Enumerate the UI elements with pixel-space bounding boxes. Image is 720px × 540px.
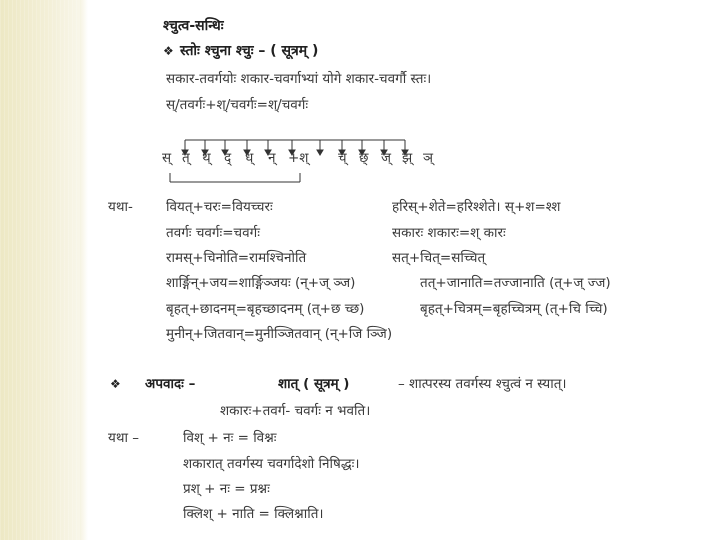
example-left: तवर्गः चवर्गः=चवर्गः [166, 225, 260, 241]
example-right: हरिस्+शेते=हरिश्शेते। स्+श=श्श [392, 199, 561, 215]
letter-item: त् [182, 150, 190, 166]
letter-item: च् [338, 150, 347, 166]
sutra-heading: स्तोः श्चुना श्चुः – ( सूत्रम् ) [180, 43, 319, 59]
example-right: बृहत्+चित्रम्=बृहच्चित्रम् (त्+चि च्चि) [420, 301, 608, 317]
section-title: श्चुत्व-सन्धिः [163, 18, 224, 34]
example2-line: क्लिश् + नाति = क्लिश्नाति। [183, 506, 324, 522]
letter-item: द् [224, 150, 232, 166]
bullet-diamond-icon: ❖ [110, 377, 121, 391]
example-left: रामस्+चिनोति=रामश्चिनोति [166, 250, 307, 266]
rule-definition: सकार-तवर्गयोः शकार-चवर्गाभ्यां योगे शकार-चवर्गौ स्तः। [166, 71, 432, 87]
exception-sutra: शात् ( सूत्रम् ) [278, 376, 350, 392]
letter-item: छ् [359, 150, 369, 166]
bullet-diamond-icon: ❖ [163, 44, 174, 58]
exception-description: – शात्परस्य तवर्गस्य श्चुत्वं न स्यात्। [398, 376, 567, 392]
letter-item: ध् [245, 150, 254, 166]
example-left: मुनीन्+जितवान्=मुनीञ्जितवान् (न्+जि ञ्जि) [166, 326, 393, 342]
example2-line: शकारात् तवर्गस्य चवर्गादेशो निषिद्धः। [183, 456, 360, 472]
example-right: सत्+चित्=सच्चित् [392, 250, 486, 266]
letter-item: ज् [381, 150, 392, 166]
letter-item: स् [162, 150, 172, 166]
example2-line: प्रश् + नः = प्रश्नः [183, 481, 270, 497]
examples2-label: यथा – [108, 430, 139, 446]
letter-item: झ् [402, 150, 413, 166]
letter-item: +श् [288, 150, 309, 166]
example-right: सकारः शकारः=श् कारः [392, 225, 506, 241]
letter-item: न् [268, 150, 276, 166]
rule-formula: स्/तवर्गः+श्/चवर्गः=श्/चवर्गः [166, 97, 309, 113]
letter-item: ञ् [423, 150, 434, 166]
exception-rule: शकारः+तवर्ग- चवर्गः न भवति। [220, 403, 371, 419]
example-right: तत्+जानाति=तज्जानाति (त्+ज् ज्ज) [420, 275, 611, 291]
letter-item: थ् [202, 150, 211, 166]
example2-line: विश् + नः = विश्नः [183, 430, 277, 446]
letter-row [160, 142, 434, 172]
example-left: शार्ङ्गिन्+जय=शार्ङ्गिञ्जयः (न्+ज् ञ्ज) [166, 275, 356, 291]
example-left: बृहत्+छादनम्=बृहच्छादनम् (त्+छ च्छ) [166, 301, 365, 317]
examples-label: यथा- [108, 199, 133, 215]
exception-label: अपवादः – [145, 376, 196, 392]
example-left: वियत्+चरः=वियच्चरः [166, 199, 273, 215]
